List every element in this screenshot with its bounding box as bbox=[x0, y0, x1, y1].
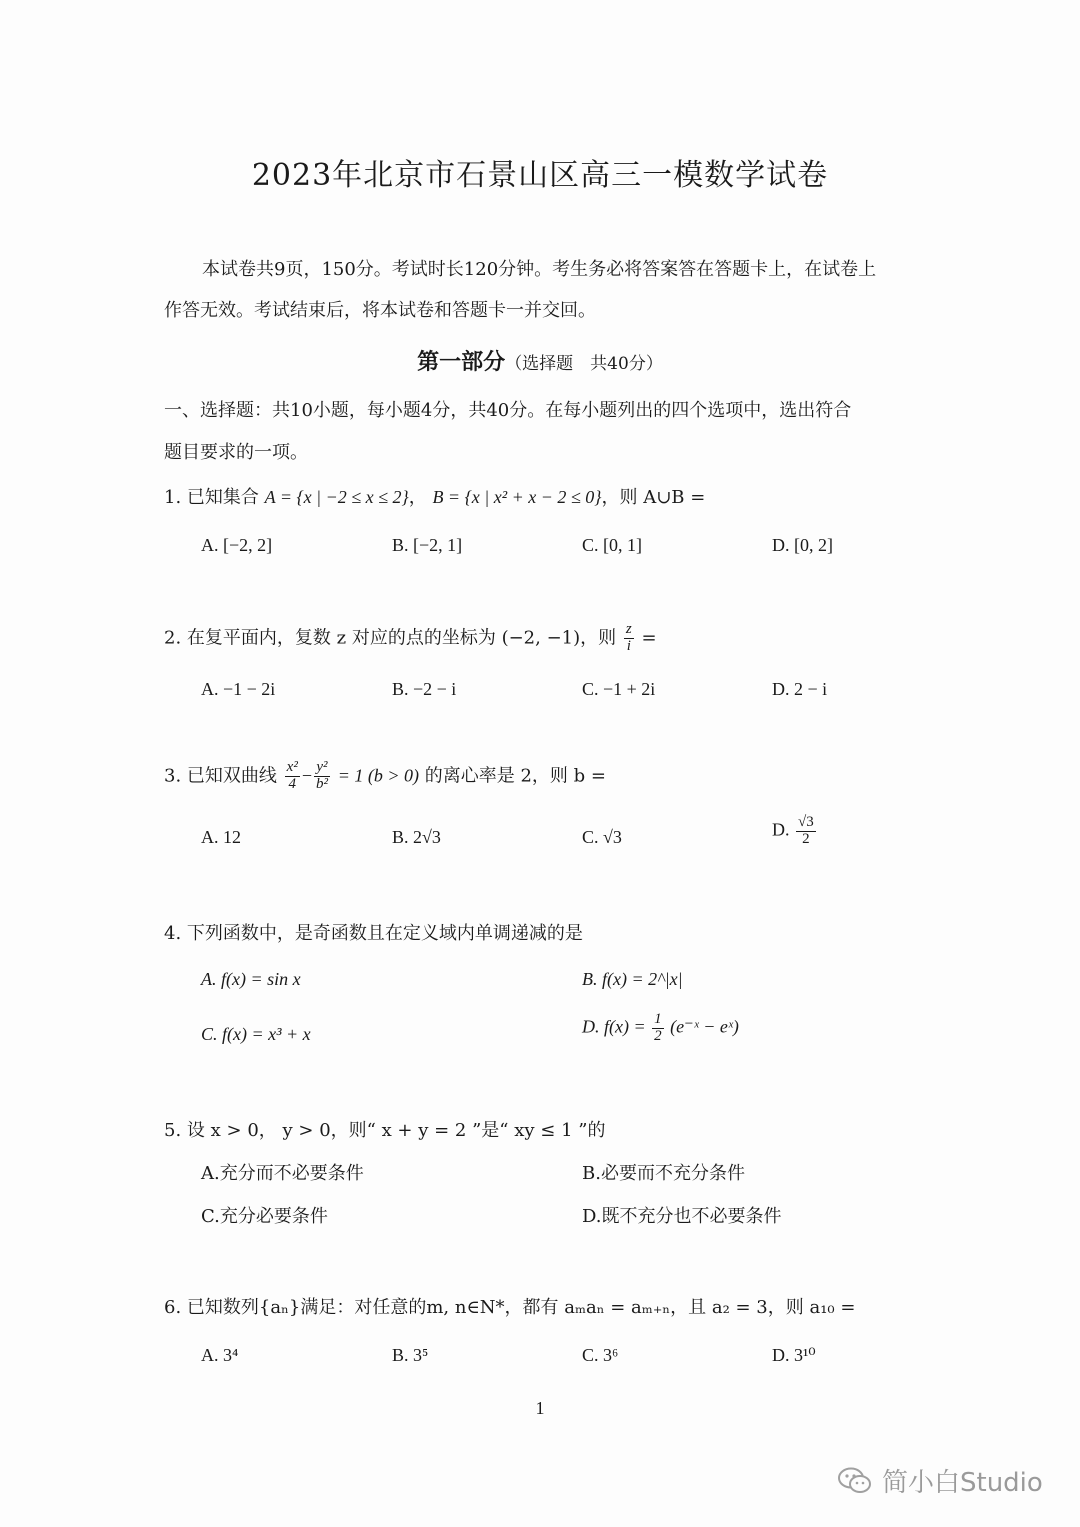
question-text: 在复平面内，复数 z 对应的点的坐标为 (−2, −1)，则 bbox=[186, 627, 617, 649]
q2-option-c: C. −1 + 2i bbox=[582, 679, 656, 699]
fraction-denominator: 2 bbox=[802, 830, 810, 847]
option-label: D. bbox=[772, 819, 790, 840]
q5-option-c: C.充分必要条件 bbox=[201, 1206, 328, 1227]
question-text: 已知数列{aₙ}满足：对任意的m, n∈N*，都有 aₘaₙ = aₘ₊ₙ，且 a₂ = 3，则 a₁₀ = bbox=[186, 1297, 856, 1318]
question-number: 3. bbox=[164, 765, 182, 787]
question-2 bbox=[164, 622, 657, 655]
question-tail: 的离心率是 2，则 b = bbox=[424, 765, 606, 787]
question-4 bbox=[164, 919, 583, 945]
question-1 bbox=[164, 483, 705, 509]
equation-rhs: = 1 (b > 0) bbox=[337, 765, 419, 786]
question-number: 6. bbox=[164, 1297, 182, 1318]
fraction-numerator: √3 bbox=[798, 814, 814, 830]
q2-option-b: B. −2 − i bbox=[392, 679, 457, 699]
watermark-text: 简小白Studio bbox=[882, 1468, 1043, 1498]
option-tail: (e⁻ˣ − eˣ) bbox=[670, 1016, 739, 1037]
q3-option-a: A. 12 bbox=[201, 827, 241, 847]
q1-option-c: C. [0, 1] bbox=[582, 535, 642, 555]
fraction-numerator: y² bbox=[316, 759, 328, 775]
fraction-numerator: x² bbox=[286, 759, 298, 775]
q1-option-b: B. [−2, 1] bbox=[392, 535, 463, 555]
q5-option-b: B.必要而不充分条件 bbox=[582, 1163, 745, 1184]
fraction-denominator: 4 bbox=[288, 775, 296, 792]
q4-option-a: A. f(x) = sin x bbox=[201, 969, 301, 989]
q1-option-a: A. [−2, 2] bbox=[201, 535, 273, 555]
fraction bbox=[796, 815, 816, 848]
part-heading bbox=[0, 345, 1080, 376]
q1-option-d: D. [0, 2] bbox=[772, 535, 833, 555]
question-number: 1. bbox=[164, 487, 182, 508]
fraction-y bbox=[314, 760, 330, 793]
q5-option-a: A.充分而不必要条件 bbox=[201, 1163, 364, 1184]
q3-option-d bbox=[772, 815, 818, 848]
q3-option-c: C. √3 bbox=[582, 827, 622, 847]
question-text: 设 x > 0， y > 0，则“ x + y = 2 ”是“ xy ≤ 1 ”的 bbox=[186, 1120, 606, 1141]
question-text: 已知双曲线 bbox=[186, 765, 277, 787]
intro-line-2: 作答无效。考试结束后，将本试卷和答题卡一并交回。 bbox=[164, 300, 596, 321]
equals: = bbox=[641, 627, 657, 649]
fraction-denominator: b² bbox=[315, 775, 328, 792]
q3-option-b: B. 2√3 bbox=[392, 827, 441, 847]
question-number: 4. bbox=[164, 923, 182, 944]
fraction-denominator: 2 bbox=[654, 1027, 662, 1044]
section-instructions-2: 题目要求的一项。 bbox=[164, 442, 308, 463]
section-instructions-1: 一、选择题：共10小题，每小题4分，共40分。在每小题列出的四个选项中，选出符合 bbox=[164, 400, 852, 421]
fraction bbox=[652, 1012, 664, 1045]
q2-option-d: D. 2 − i bbox=[772, 679, 828, 699]
fraction-x bbox=[285, 760, 300, 793]
q6-option-d: D. 3¹⁰ bbox=[772, 1345, 816, 1365]
question-text: 下列函数中，是奇函数且在定义域内单调递减的是 bbox=[186, 923, 583, 944]
question-text: 已知集合 bbox=[186, 487, 259, 508]
question-number: 5. bbox=[164, 1120, 182, 1141]
watermark bbox=[838, 1462, 1043, 1499]
question-tail: ，则 A∪B = bbox=[601, 487, 706, 508]
q6-option-a: A. 3⁴ bbox=[201, 1345, 239, 1365]
question-5 bbox=[164, 1116, 605, 1142]
option-label: D. f(x) = bbox=[582, 1016, 646, 1037]
question-number: 2. bbox=[164, 627, 182, 649]
question-6 bbox=[164, 1293, 855, 1319]
page-number: 1 bbox=[535, 1398, 545, 1418]
fraction-numerator: 1 bbox=[654, 1011, 662, 1027]
q5-option-d: D.既不充分也不必要条件 bbox=[582, 1206, 782, 1227]
set-a: A = {x | −2 ≤ x ≤ 2} bbox=[264, 487, 409, 507]
part-title: 第一部分 bbox=[417, 349, 506, 375]
q4-option-c: C. f(x) = x³ + x bbox=[201, 1024, 311, 1044]
q2-option-a: A. −1 − 2i bbox=[201, 679, 276, 699]
part-note: （选择题 共40分） bbox=[505, 354, 663, 374]
fraction bbox=[624, 622, 634, 655]
page-title: 2023年北京市石景山区高三一模数学试卷 bbox=[251, 158, 829, 193]
q6-option-b: B. 3⁵ bbox=[392, 1345, 429, 1365]
separator: ， bbox=[408, 487, 427, 508]
minus-sign: − bbox=[301, 765, 312, 786]
question-3 bbox=[164, 760, 606, 793]
wechat-icon bbox=[838, 1467, 872, 1495]
intro-line-1: 本试卷共9页，150分。考试时长120分钟。考生务必将答案答在答题卡上，在试卷上 bbox=[202, 259, 877, 280]
q4-option-b: B. f(x) = 2^|x| bbox=[582, 969, 683, 989]
fraction-denominator: i bbox=[626, 637, 631, 654]
fraction-numerator: z bbox=[625, 621, 632, 637]
q4-option-d bbox=[582, 1012, 739, 1045]
q6-option-c: C. 3⁶ bbox=[582, 1345, 619, 1365]
set-b: B = {x | x² + x − 2 ≤ 0} bbox=[432, 487, 602, 507]
